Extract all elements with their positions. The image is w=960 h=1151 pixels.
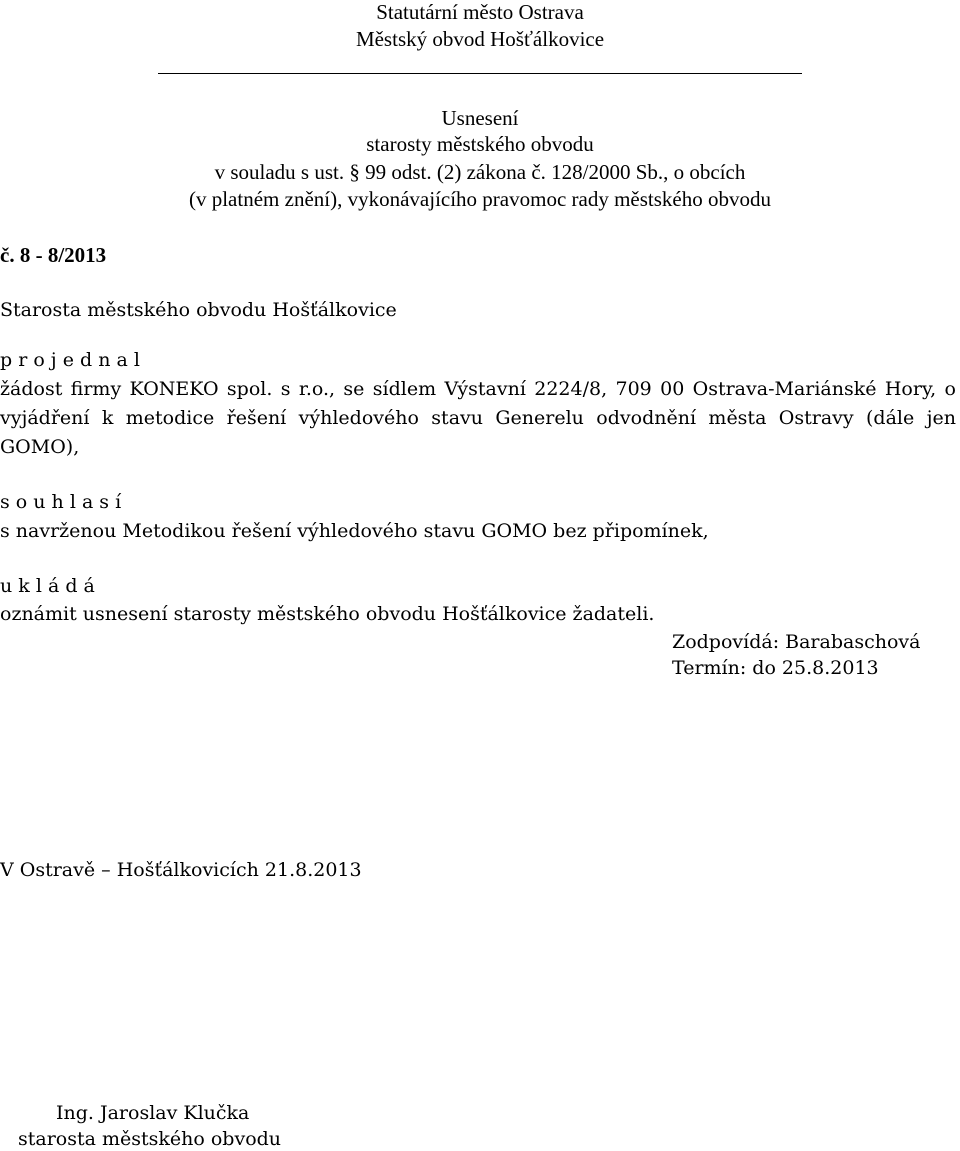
header-district: Městský obvod Hošťálkovice [355,27,605,51]
responsible-person: Zodpovídá: Barabaschová [672,631,921,653]
document-subheading: starosty městského obvodu [366,132,594,156]
projednal-text-line-2: vyjádření k metodice řešení výhledového stavu Generelu odvodnění města Ostravy (dále jen [0,407,956,429]
section-label-projednal: p r o j e d n a l [0,349,140,371]
header-city: Statutární město Ostrava [376,0,584,24]
projednal-text-line-3: GOMO), [0,436,80,458]
legal-basis-line-2: (v platném znění), vykonávajícího pravomoc rady městského obvodu [188,187,771,211]
section-label-souhlasi: s o u h l a s í [0,491,122,513]
deadline: Termín: do 25.8.2013 [672,657,879,679]
place-and-date: V Ostravě – Hošťálkovicích 21.8.2013 [0,859,362,881]
issuer: Starosta městského obvodu Hošťálkovice [0,299,397,321]
section-label-uklada: u k l á d á [0,575,95,597]
souhlasi-text: s navrženou Metodikou řešení výhledového stavu GOMO bez připomínek, [0,520,709,542]
uklada-text: oznámit usnesení starosty městského obvodu Hošťálkovice žadateli. [0,603,655,625]
signatory-name: Ing. Jaroslav Klučka [56,1102,250,1124]
document-heading: Usnesení [441,106,519,130]
projednal-text-line-1: žádost firmy KONEKO spol. s r.o., se sídlem Výstavní 2224/8, 709 00 Ostrava-Mariánské Hory, o [0,378,956,400]
resolution-number: č. 8 - 8/2013 [0,243,107,267]
signatory-role: starosta městského obvodu [18,1128,282,1150]
header-divider [158,73,802,74]
legal-basis-line-1: v souladu s ust. § 99 odst. (2) zákona č. 128/2000 Sb., o obcích [214,160,746,184]
